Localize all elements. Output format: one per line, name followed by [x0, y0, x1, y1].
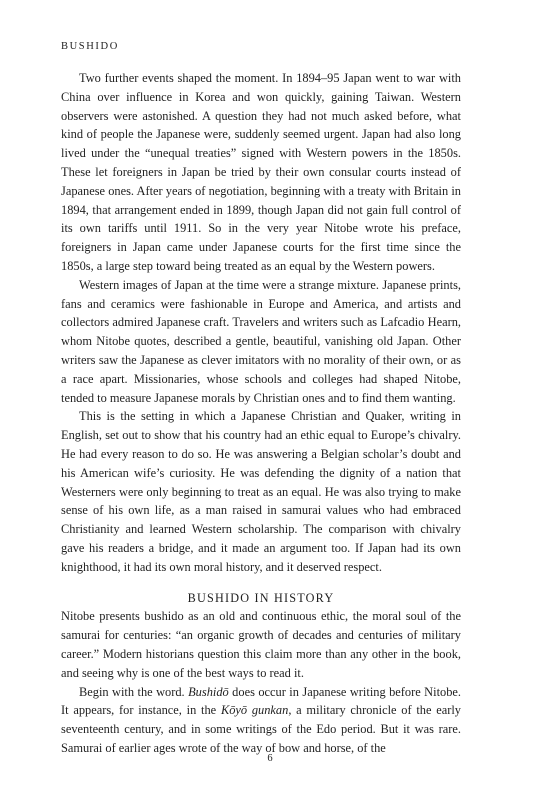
paragraph-treaties: Two further events shaped the moment. In 1894–95 Japan went to war with China over influence in Korea and won quickly, gaining Taiwan. Western observers were astonished. A question they had not much asked before, what kind of people the Japanese were, suddenly seemed urgent. Japan had also long lived under the “unequal treaties” signed with Western powers in the 1850s. These let foreigners in Japan be tried by their own consular courts instead of Japanese ones. After years of negotiation, beginning with a treaty with Britain in 1894, that arrangement ended in 1899, though Japan did not gain full control of its own tariffs until 1911. So in the very year Nitobe wrote his preface, foreigners in Japan came under Japanese courts for the first time since the 1850s, a large step toward being treated as an equal by the Western powers.	[61, 71, 461, 273]
paragraph-setting: This is the setting in which a Japanese Christian and Quaker, writing in English, set out to show that his country had an ethic equal to Europe’s chivalry. He had every reason to do so. He was answering a Belgian scholar’s doubt and his American wife’s curiosity. He was defending the dignity of a nation that Westerners were only beginning to treat as an equal. He was also trying to make sense of his own life, as a man raised in samurai values who had embraced Christianity and learned Western scholarship. The comparison with chivalry gave his readers a bridge, and it made an argument too. If Japan had its own knighthood, it had its own moral history, and it deserved respect.	[61, 409, 461, 574]
italic-title: Kōyō gunkan	[220, 703, 289, 718]
running-head: BUSHIDO	[61, 41, 119, 52]
page-number: 6	[267, 753, 273, 764]
paragraph-nitobe-presents: Nitobe presents bushido as an old and continuous ethic, the moral soul of the samurai for centuries: “an organic growth of decades and centuries of military career.” Modern historians question this claim more than any other in the book, and seeing why is one of the best ways to read it.	[61, 609, 461, 680]
section-heading: BUSHIDO IN HISTORY	[187, 590, 335, 605]
italic-term: Bushidō	[188, 684, 229, 699]
text-run: does occur in Japanese writing before Nitobe. It appears, for instance, in the	[61, 684, 461, 718]
text-run: , a military chronicle of the early seventeenth century, and in some writings of the Edo period. But it was rare. Samurai of earlier ages wrote of the way of bow and horse, of the	[61, 703, 461, 755]
paragraph-begin-with-word	[61, 683, 461, 758]
text-run: Begin with the word.	[79, 684, 189, 699]
body-text	[61, 69, 461, 758]
paragraph-western-images: Western images of Japan at the time were a strange mixture. Japanese prints, fans and ceramics were fashionable in Europe and America, and artists and collectors admired Japanese craft. Travelers and writers such as Lafcadio Hearn, whom Nitobe quotes, described a gentle, beautiful, vanishing old Japan. Other writers saw the Japanese as clever imitators with no morality of their own, or as a race apart. Missionaries, whose schools and colleges had shaped Nitobe, tended to measure Japanese morals by Christian ones and to find them wanting.	[61, 277, 461, 405]
